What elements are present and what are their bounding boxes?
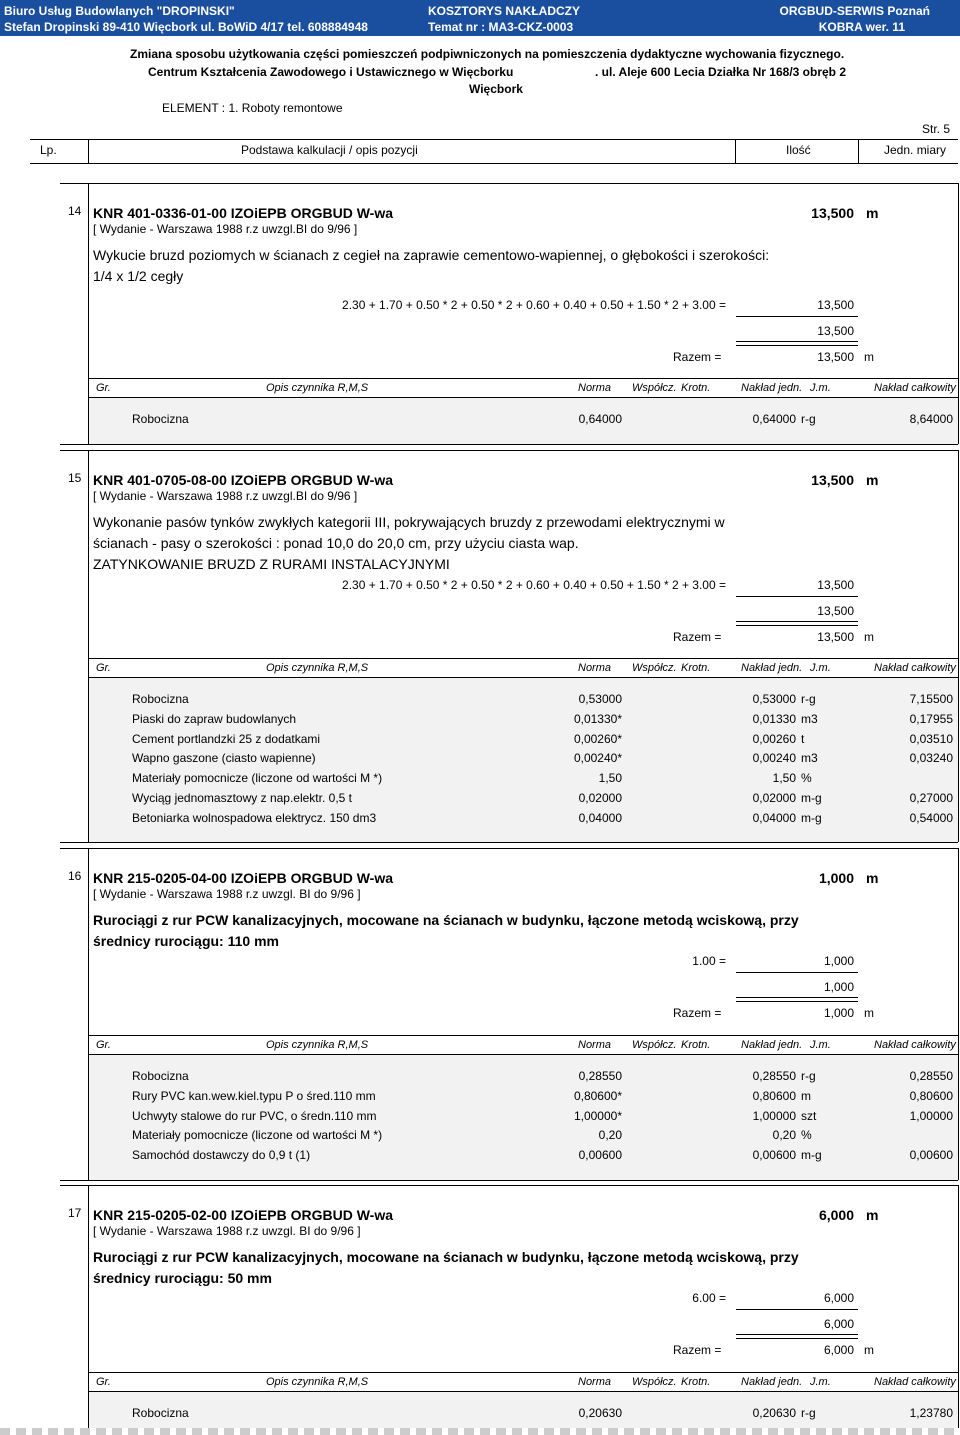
resource-total: 1,00000 bbox=[909, 1108, 953, 1123]
resource-unit-input: 0,53000 bbox=[752, 692, 796, 706]
resource-header-top-rule bbox=[88, 658, 958, 659]
resource-norm: 0,53000 bbox=[578, 692, 622, 706]
resource-total: 0,17955 bbox=[909, 711, 953, 726]
res-col-description: Opis czynnika R,M,S bbox=[266, 1039, 369, 1051]
col-lp: Lp. bbox=[40, 143, 57, 157]
topic-number: Temat nr : MA3-CKZ-0003 bbox=[428, 20, 574, 34]
res-col-jm: J.m. bbox=[810, 382, 831, 394]
report-header bbox=[0, 0, 960, 36]
item-description-line: Rurociągi z rur PCW kanalizacyjnych, mocowane na ścianach w budynku, łączone metodą wciskową, przy bbox=[93, 1249, 799, 1265]
razem-value: 13,500 bbox=[817, 350, 854, 364]
item-formula: 6.00 = bbox=[692, 1291, 726, 1305]
resource-jm: m3 bbox=[801, 711, 818, 726]
project-address: . ul. Aleje 600 Lecia Działka Nr 168/3 obręb 2 bbox=[595, 65, 847, 79]
res-col-unit-input: Nakład jedn. bbox=[741, 382, 803, 394]
item-subtotal: 6,000 bbox=[823, 1317, 854, 1331]
item-right-rule bbox=[958, 450, 959, 842]
resource-header-top-rule bbox=[88, 1035, 958, 1036]
resource-jm: % bbox=[801, 771, 812, 786]
res-col-norm: Norma bbox=[578, 1376, 612, 1388]
razem-value: 13,500 bbox=[817, 630, 854, 644]
resource-norm: 0,02000 bbox=[578, 791, 622, 805]
resource-norm: 0,04000 bbox=[578, 810, 622, 825]
resource-jm: m3 bbox=[801, 751, 818, 766]
res-col-description: Opis czynnika R,M,S bbox=[266, 382, 369, 394]
res-col-factor: Współcz. bbox=[632, 1039, 677, 1051]
item-description-line: Wykucie bruzd poziomych w ścianach z cegieł na zaprawie cementowo-wapiennej, o głębokości i szerokości: bbox=[93, 247, 770, 263]
item-bottom-rule bbox=[60, 444, 958, 445]
item-subtotal: 1,000 bbox=[823, 980, 854, 994]
resource-total: 0,03240 bbox=[909, 751, 953, 766]
res-col-group: Gr. bbox=[96, 1039, 111, 1051]
resource-unit-input: 1,50 bbox=[772, 771, 796, 786]
item-description-line: 1/4 x 1/2 cegły bbox=[93, 268, 184, 284]
col-unit: Jedn. miary bbox=[884, 143, 947, 157]
res-col-factor: Współcz. bbox=[632, 1376, 677, 1388]
resource-total: 8,64000 bbox=[909, 412, 953, 426]
item-description-line: Rurociągi z rur PCW kanalizacyjnych, mocowane na ścianach w budynku, łączone metodą wciskową, przy bbox=[93, 912, 799, 928]
razem-unit: m bbox=[864, 1006, 874, 1020]
resource-header-bottom-rule bbox=[88, 1391, 958, 1392]
item-quantity: 13,500 bbox=[811, 472, 854, 488]
resource-unit-input: 0,00260 bbox=[752, 731, 796, 746]
item-left-rule bbox=[88, 450, 89, 842]
item-formula: 1.00 = bbox=[692, 954, 726, 968]
res-col-description: Opis czynnika R,M,S bbox=[266, 1376, 369, 1388]
resource-unit-input: 0,28550 bbox=[752, 1069, 796, 1083]
subtotal-double-rule bbox=[736, 1334, 858, 1339]
project-title: Zmiana sposobu użytkowania części pomieszczeń podpiwniczonych na pomieszczenia dydaktyczne wychowania fizycznego. bbox=[130, 47, 845, 61]
item-formula-value: 13,500 bbox=[817, 578, 854, 592]
resource-total: 0,28550 bbox=[909, 1069, 953, 1083]
item-description-line: średnicy rurociągu: 110 mm bbox=[93, 933, 279, 949]
resource-total: 7,15500 bbox=[909, 692, 953, 706]
res-col-unit-input: Nakład jedn. bbox=[741, 662, 803, 674]
resource-name: Uchwyty stalowe do rur PVC, o średn.110 mm bbox=[132, 1108, 377, 1123]
razem-unit: m bbox=[864, 1343, 874, 1357]
resource-jm: r-g bbox=[801, 692, 816, 706]
resource-norm: 1,50 bbox=[598, 771, 622, 786]
resource-header-bottom-rule bbox=[88, 1054, 958, 1055]
subtotal-double-rule bbox=[736, 997, 858, 1002]
item-code: KNR 401-0336-01-00 IZOiEPB ORGBUD W-wa bbox=[93, 205, 394, 221]
item-description-line: ZATYNKOWANIE BRUZD Z RURAMI INSTALACYJNYMI bbox=[93, 556, 450, 572]
resource-jm: % bbox=[801, 1128, 812, 1143]
item-unit: m bbox=[866, 472, 879, 488]
item-number: 15 bbox=[68, 471, 82, 485]
project-location: Centrum Kształcenia Zawodowego i Ustawicznego w Więcborku bbox=[148, 65, 514, 79]
resource-name: Robocizna bbox=[132, 1069, 189, 1083]
resource-header-top-rule bbox=[88, 378, 958, 379]
page-bottom-border bbox=[0, 1428, 960, 1435]
item-left-rule bbox=[88, 848, 89, 1180]
resource-unit-input: 1,00000 bbox=[752, 1108, 796, 1123]
resource-norm: 0,80600* bbox=[573, 1088, 622, 1103]
resource-name: Robocizna bbox=[132, 1406, 189, 1420]
item-quantity: 6,000 bbox=[818, 1207, 854, 1223]
item-code: KNR 215-0205-02-00 IZOiEPB ORGBUD W-wa bbox=[93, 1207, 394, 1223]
resource-name: Betoniarka wolnospadowa elektrycz. 150 dm3 bbox=[132, 810, 377, 825]
resource-unit-input: 0,01330 bbox=[752, 711, 796, 726]
item-edition: [ Wydanie - Warszawa 1988 r.z uwzgl.BI do 9/96 ] bbox=[93, 489, 358, 503]
resource-jm: r-g bbox=[801, 1406, 816, 1420]
razem-label: Razem = bbox=[673, 350, 722, 364]
res-col-norm: Norma bbox=[578, 662, 612, 674]
item-number: 17 bbox=[68, 1206, 82, 1220]
resource-name: Cement portlandzki 25 z dodatkami bbox=[132, 731, 321, 746]
resource-name: Wyciąg jednomasztowy z nap.elektr. 0,5 t bbox=[132, 791, 352, 805]
razem-unit: m bbox=[864, 630, 874, 644]
item-formula: 2.30 + 1.70 + 0.50 * 2 + 0.50 * 2 + 0.60 + 0.40 + 0.50 + 1.50 * 2 + 3.00 = bbox=[342, 578, 726, 592]
resource-name: Materiały pomocnicze (liczone od wartości M *) bbox=[132, 771, 383, 786]
res-col-total-input: Nakład całkowity bbox=[874, 1039, 956, 1051]
res-col-jm: J.m. bbox=[810, 662, 831, 674]
resource-norm: 0,00260* bbox=[573, 731, 622, 746]
formula-rule bbox=[736, 972, 858, 973]
razem-label: Razem = bbox=[673, 630, 722, 644]
resource-unit-input: 0,20 bbox=[772, 1128, 796, 1143]
item-unit: m bbox=[866, 870, 879, 886]
item-edition: [ Wydanie - Warszawa 1988 r.z uwzgl.BI do 9/96 ] bbox=[93, 222, 358, 236]
res-col-factor: Współcz. bbox=[632, 382, 677, 394]
item-unit: m bbox=[866, 1207, 879, 1223]
col-divider bbox=[88, 139, 89, 163]
resource-unit-input: 0,04000 bbox=[752, 810, 796, 825]
resource-jm: szt bbox=[801, 1108, 817, 1123]
resource-total: 0,27000 bbox=[909, 791, 953, 805]
item-subtotal: 13,500 bbox=[817, 324, 854, 338]
item-quantity: 13,500 bbox=[811, 205, 854, 221]
razem-value: 1,000 bbox=[823, 1006, 854, 1020]
item-description-line: Wykonanie pasów tynków zwykłych kategorii III, pokrywających bruzdy z przewodami elektrycznymi w bbox=[93, 514, 725, 530]
res-col-total-input: Nakład całkowity bbox=[874, 662, 956, 674]
item-edition: [ Wydanie - Warszawa 1988 r.z uwzgl. BI do 9/96 ] bbox=[93, 1224, 361, 1238]
item-formula-value: 13,500 bbox=[817, 298, 854, 312]
item-subtotal: 13,500 bbox=[817, 604, 854, 618]
item-edition: [ Wydanie - Warszawa 1988 r.z uwzgl. BI do 9/96 ] bbox=[93, 887, 361, 901]
item-top-rule bbox=[60, 450, 958, 451]
project-city: Więcbork bbox=[469, 82, 523, 96]
item-unit: m bbox=[866, 205, 879, 221]
table-header-top-rule bbox=[30, 139, 958, 140]
res-col-total-input: Nakład całkowity bbox=[874, 1376, 956, 1388]
resource-name: Samochód dostawczy do 0,9 t (1) bbox=[132, 1148, 311, 1163]
resource-header-top-rule bbox=[88, 1372, 958, 1373]
col-divider bbox=[735, 139, 736, 163]
razem-value: 6,000 bbox=[823, 1343, 854, 1357]
formula-rule bbox=[736, 1309, 858, 1310]
item-formula-value: 1,000 bbox=[823, 954, 854, 968]
resource-total: 0,54000 bbox=[909, 810, 953, 825]
resource-jm: m bbox=[801, 1088, 811, 1103]
resource-norm: 0,20 bbox=[598, 1128, 622, 1143]
item-description-line: średnicy rurociągu: 50 mm bbox=[93, 1270, 272, 1286]
table-header-bottom-rule bbox=[30, 163, 958, 164]
resource-unit-input: 0,80600 bbox=[752, 1088, 796, 1103]
resource-area bbox=[89, 398, 958, 444]
resource-total: 0,80600 bbox=[909, 1088, 953, 1103]
razem-unit: m bbox=[864, 350, 874, 364]
company-address: Stefan Dropinski 89-410 Więcbork ul. BoWiD 4/17 tel. 608884948 bbox=[4, 20, 368, 34]
res-col-norm: Norma bbox=[578, 1039, 612, 1051]
item-top-rule bbox=[60, 183, 958, 184]
resource-name: Rury PVC kan.wew.kiel.typu P o śred.110 mm bbox=[132, 1088, 376, 1103]
item-quantity: 1,000 bbox=[818, 870, 854, 886]
subtotal-double-rule bbox=[736, 341, 858, 346]
resource-name: Robocizna bbox=[132, 692, 189, 706]
res-col-multiplier: Krotn. bbox=[681, 382, 711, 394]
resource-header-bottom-rule bbox=[88, 677, 958, 678]
formula-rule bbox=[736, 316, 858, 317]
resource-norm: 0,64000 bbox=[578, 412, 622, 426]
resource-norm: 0,01330* bbox=[573, 711, 622, 726]
item-bottom-rule bbox=[60, 1180, 958, 1181]
item-right-rule bbox=[958, 183, 959, 444]
resource-norm: 0,20630 bbox=[578, 1406, 622, 1420]
res-col-group: Gr. bbox=[96, 1376, 111, 1388]
res-col-group: Gr. bbox=[96, 662, 111, 674]
resource-header-bottom-rule bbox=[88, 397, 958, 398]
resource-norm: 0,00240* bbox=[573, 751, 622, 766]
resource-total: 0,03510 bbox=[909, 731, 953, 746]
item-description-line: ścianach - pasy o szerokości : ponad 10,0 do 20,0 cm, przy użyciu ciasta wap. bbox=[93, 535, 579, 551]
resource-total: 0,00600 bbox=[909, 1148, 953, 1163]
item-left-rule bbox=[88, 183, 89, 444]
resource-name: Piaski do zapraw budowlanych bbox=[132, 711, 297, 726]
item-top-rule bbox=[60, 1185, 958, 1186]
item-right-rule bbox=[958, 848, 959, 1180]
res-col-jm: J.m. bbox=[810, 1376, 831, 1388]
res-col-multiplier: Krotn. bbox=[681, 1376, 711, 1388]
resource-unit-input: 0,20630 bbox=[752, 1406, 796, 1420]
item-formula-value: 6,000 bbox=[823, 1291, 854, 1305]
company-name: Biuro Usług Budowlanych "DROPINSKI" bbox=[4, 4, 235, 18]
res-col-total-input: Nakład całkowity bbox=[874, 382, 956, 394]
razem-label: Razem = bbox=[673, 1006, 722, 1020]
res-col-unit-input: Nakład jedn. bbox=[741, 1039, 803, 1051]
resource-unit-input: 0,00240 bbox=[752, 751, 796, 766]
col-description: Podstawa kalkulacji / opis pozycji bbox=[241, 143, 418, 157]
resource-jm: t bbox=[801, 731, 805, 746]
res-col-description: Opis czynnika R,M,S bbox=[266, 662, 369, 674]
resource-jm: r-g bbox=[801, 1069, 816, 1083]
item-code: KNR 401-0705-08-00 IZOiEPB ORGBUD W-wa bbox=[93, 472, 394, 488]
software-version: KOBRA wer. 11 bbox=[818, 20, 905, 34]
resource-name: Materiały pomocnicze (liczone od wartości M *) bbox=[132, 1128, 383, 1143]
resource-norm: 0,00600 bbox=[578, 1148, 622, 1163]
resource-unit-input: 0,02000 bbox=[752, 791, 796, 805]
resource-unit-input: 0,00600 bbox=[752, 1148, 796, 1163]
document-type: KOSZTORYS NAKŁADCZY bbox=[428, 4, 581, 18]
resource-name: Robocizna bbox=[132, 412, 189, 426]
formula-rule bbox=[736, 596, 858, 597]
resource-norm: 1,00000* bbox=[573, 1108, 622, 1123]
res-col-group: Gr. bbox=[96, 382, 111, 394]
resource-name: Wapno gaszone (ciasto wapienne) bbox=[132, 751, 316, 766]
page-number: Str. 5 bbox=[922, 122, 951, 136]
item-code: KNR 215-0205-04-00 IZOiEPB ORGBUD W-wa bbox=[93, 870, 394, 886]
element-label: ELEMENT : 1. Roboty remontowe bbox=[162, 101, 343, 115]
item-number: 16 bbox=[68, 869, 82, 883]
item-number: 14 bbox=[68, 204, 82, 218]
resource-jm: m-g bbox=[801, 1148, 822, 1163]
resource-unit-input: 0,64000 bbox=[752, 412, 796, 426]
res-col-norm: Norma bbox=[578, 382, 612, 394]
resource-jm: m-g bbox=[801, 791, 822, 805]
res-col-multiplier: Krotn. bbox=[681, 662, 711, 674]
item-top-rule bbox=[60, 848, 958, 849]
item-bottom-rule bbox=[60, 842, 958, 843]
col-divider bbox=[858, 139, 859, 163]
razem-label: Razem = bbox=[673, 1343, 722, 1357]
res-col-factor: Współcz. bbox=[632, 662, 677, 674]
resource-jm: m-g bbox=[801, 810, 822, 825]
software-vendor: ORGBUD-SERWIS Poznań bbox=[779, 4, 930, 18]
res-col-unit-input: Nakład jedn. bbox=[741, 1376, 803, 1388]
col-quantity: Ilość bbox=[786, 143, 811, 157]
res-col-multiplier: Krotn. bbox=[681, 1039, 711, 1051]
item-right-rule bbox=[958, 1185, 959, 1428]
resource-total: 1,23780 bbox=[909, 1406, 953, 1420]
subtotal-double-rule bbox=[736, 621, 858, 626]
resource-norm: 0,28550 bbox=[578, 1069, 622, 1083]
item-formula: 2.30 + 1.70 + 0.50 * 2 + 0.50 * 2 + 0.60 + 0.40 + 0.50 + 1.50 * 2 + 3.00 = bbox=[342, 298, 726, 312]
resource-jm: r-g bbox=[801, 412, 816, 426]
res-col-jm: J.m. bbox=[810, 1039, 831, 1051]
resource-area bbox=[89, 1392, 958, 1428]
